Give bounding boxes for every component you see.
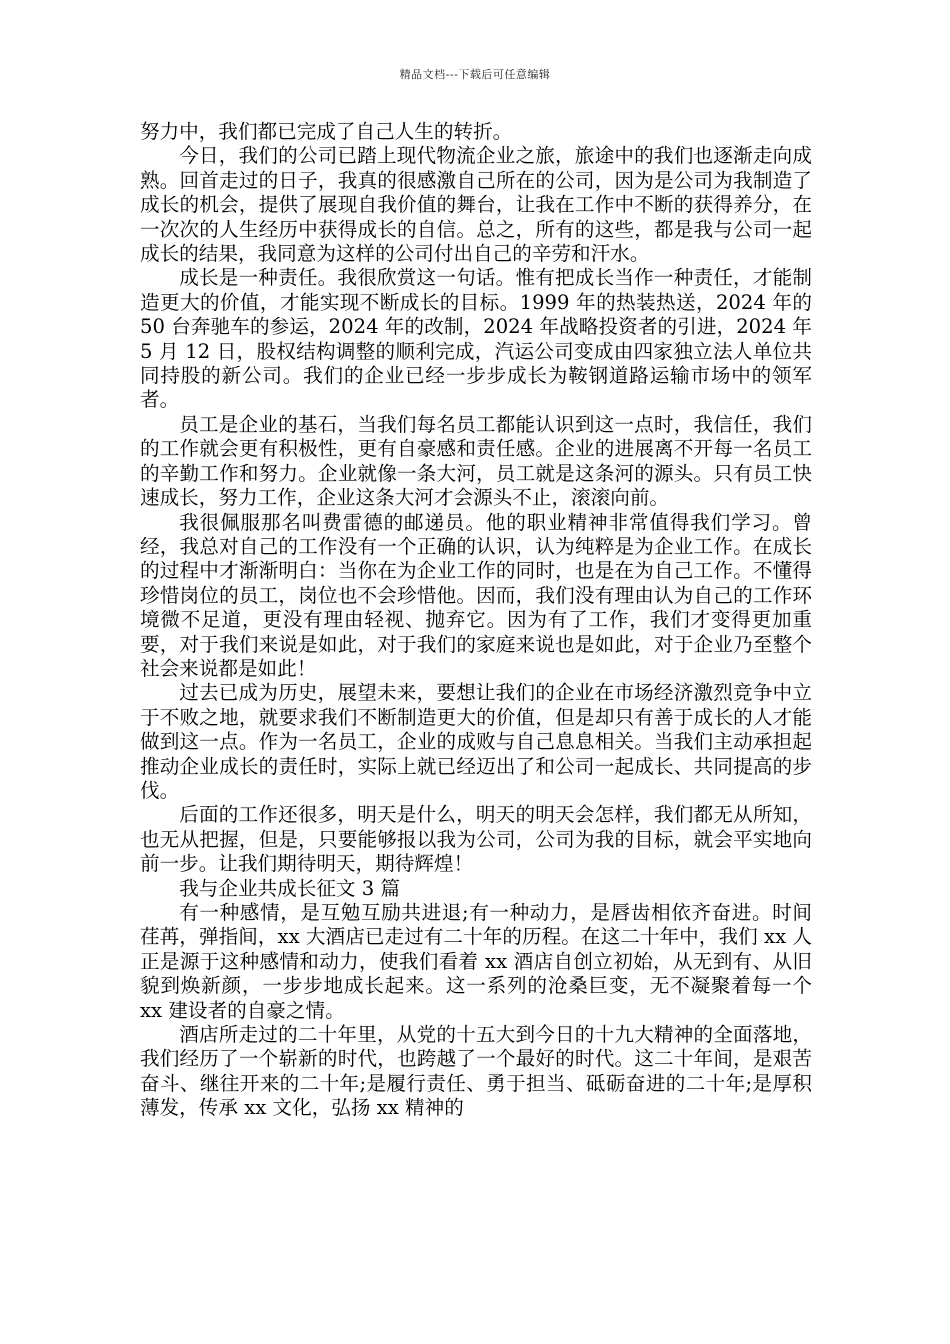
paragraph: 过去已成为历史，展望未来，要想让我们的企业在市场经济激烈竞争中立于不败之地，就要求我们不断制造更大的价值，但是却只有善于成长的人才能做到这一点。作为一名员工，企业的成败与自己息息相关。当我们主动承担起推动企业成长的责任时，实际上就已经迈出了和公司一起成长、共同提高的步伐。	[140, 681, 812, 802]
paragraph: 有一种感情，是互勉互励共进退;有一种动力，是唇齿相依齐奋进。时间荏苒，弹指间，xx 大酒店已走过有二十年的历程。在这二十年中，我们 xx 人正是源于这种感情和动力，使我们看着 xx 酒店自创立初始，从无到有、从旧貌到焕新颜，一步步地成长起来。这一系列的沧桑巨变，无不凝聚着每一个 xx 建设者的自豪之情。	[140, 901, 812, 1022]
paragraph: 员工是企业的基石，当我们每名员工都能认识到这一点时，我信任，我们的工作就会更有积极性，更有自豪感和责任感。企业的进展离不开每一名员工的辛勤工作和努力。企业就像一条大河，员工就是这条河的源头。只有员工快速成长，努力工作，企业这条大河才会源头不止，滚滚向前。	[140, 412, 812, 510]
page-header: 精品文档---下载后可任意编辑	[399, 68, 551, 81]
paragraph: 成长是一种责任。我很欣赏这一句话。惟有把成长当作一种责任，才能制造更大的价值，才能实现不断成长的目标。1999 年的热装热送，2024 年的 50 台奔驰车的参运，2024 年的改制，2024 年战略投资者的引进，2024 年 5 月 12 日，股权结构调整的顺利完成，汽运公司变成由四家独立法人单位共同持股的新公司。我们的企业已经一步步成长为鞍钢道路运输市场中的领军者。	[140, 266, 812, 412]
paragraph: 今日，我们的公司已踏上现代物流企业之旅，旅途中的我们也逐渐走向成熟。回首走过的日子，我真的很感激自己所在的公司，因为是公司为我制造了成长的机会，提供了展现自我价值的舞台，让我在工作中不断的获得养分，在一次次的人生经历中获得成长的自信。总之，所有的这些，都是我与公司一起成长的结果，我同意为这样的公司付出自己的辛劳和汗水。	[140, 144, 812, 266]
section-title: 我与企业共成长征文 3 篇	[179, 876, 401, 900]
document-body	[140, 120, 812, 1121]
paragraph: 酒店所走过的二十年里，从党的十五大到今日的十九大精神的全面落地，我们经历了一个崭新的时代，也跨越了一个最好的时代。这二十年间，是艰苦奋斗、继往开来的二十年;是履行责任、勇于担当、砥砺奋进的二十年;是厚积薄发，传承 xx 文化，弘扬 xx 精神的	[140, 1023, 812, 1120]
paragraph: 我很佩服那名叫费雷德的邮递员。他的职业精神非常值得我们学习。曾经，我总对自己的工作没有一个正确的认识，认为纯粹是为企业工作。在成长的过程中才渐渐明白：当你在为企业工作的同时，也是在为自己工作。不懂得珍惜岗位的员工，岗位也不会珍惜他。因而，我们没有理由认为自己的工作环境微不足道，更没有理由轻视、抛弃它。因为有了工作，我们才变得更加重要，对于我们来说是如此，对于我们的家庭来说也是如此，对于企业乃至整个社会来说都是如此！	[140, 510, 812, 680]
paragraph: 努力中，我们都已完成了自己人生的转折。	[140, 120, 513, 143]
paragraph: 后面的工作还很多，明天是什么，明天的明天会怎样，我们都无从所知，也无从把握，但是，只要能够报以我为公司，公司为我的目标，就会平实地向前一步。让我们期待明天，期待辉煌！	[140, 803, 812, 876]
